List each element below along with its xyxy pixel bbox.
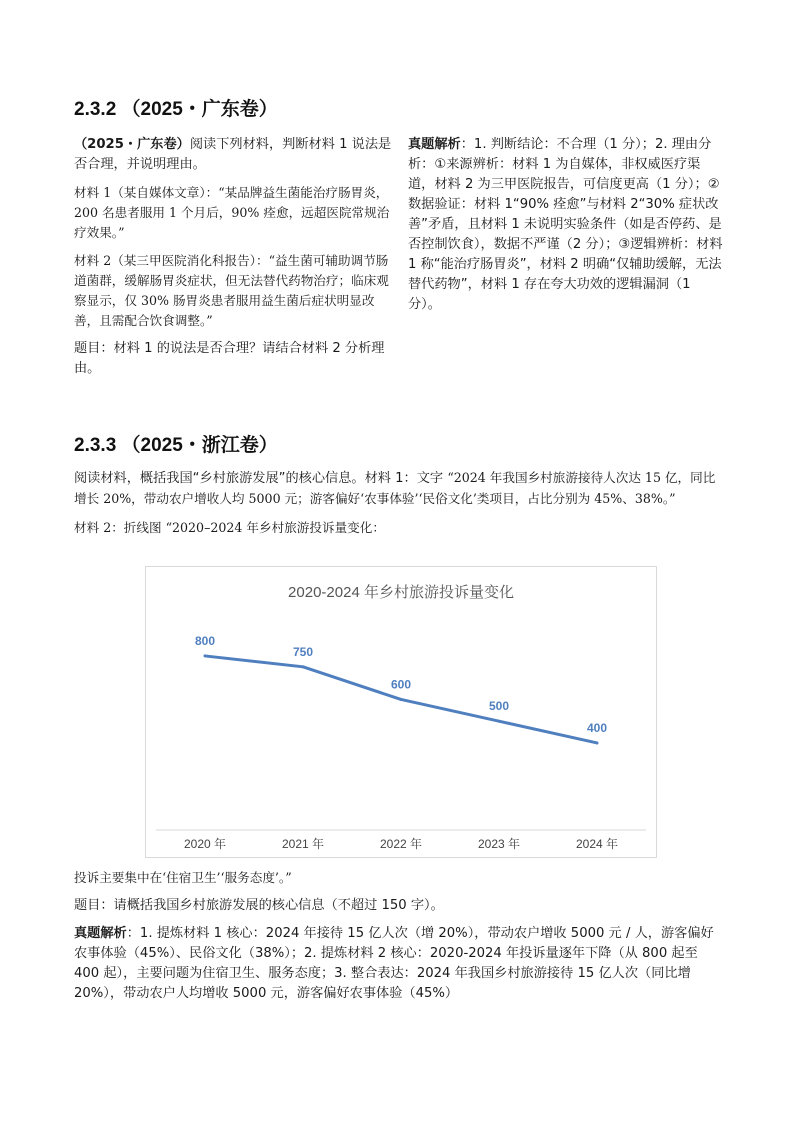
data-point [302,665,305,668]
data-label: 800 [194,633,216,648]
data-label: 400 [586,720,608,735]
analysis-text: ：1. 判断结论：不合理（1 分）；2. 理由分析：①来源辨析：材料 1 为自媒体，非权威医疗渠道，材料 2 为三甲医院报告，可信度更高（1 分）；②数据验证：材料 1“90% 痊愈”与材料 2“30% 症状改善”矛盾，且材料 1 未说明实验条件（如是否停药、是否控制饮食），数据不严谨（2 分）；③逻辑辨析：材料 1 称“能治疗肠胃炎”，材料 2 明确“仅辅助缓解，无法替代药物”，材料 1 存在夸大功效的逻辑漏洞（1 分）。 [408,137,723,312]
zhejiang-task: 题目：请概括我国乡村旅游发展的核心信息（不超过 150 字）。 [74,898,444,913]
zhejiang-rest [74,868,726,1004]
x-tick-label: 2020 年 [183,837,227,851]
section-heading-2-3-3: 2.3.3 （2025・浙江卷） [74,435,278,456]
analysis-block [408,135,726,315]
x-tick-label: 2024 年 [575,837,619,851]
data-point [498,720,501,723]
data-label: 500 [488,699,510,714]
zhejiang-intro [74,468,726,538]
data-point [596,741,599,744]
intro-material-1: “2024 年我国乡村旅游接待人次达 15 亿，同比增长 20%，带动农户增收人均 5000 元；游客偏好‘农事体验’‘民俗文化’类项目，占比分别为 45%、38%。” [74,470,716,506]
material-2-intro: 材料 2：折线图 “2020–2024 年乡村旅游投诉量变化： [74,520,385,535]
data-point [204,654,207,657]
zhejiang-analysis-label: 真题解析 [74,926,127,941]
material-1-text: 材料 1（某自媒体文章）：“某品牌益生菌能治疗肠胃炎，200 名患者服用 1 个月后，90% 痊愈，远超医院常规治疗效果。” [74,185,390,240]
plot-layer [184,634,618,851]
data-label: 750 [292,644,314,659]
x-tick-label: 2021 年 [281,837,325,851]
data-point [400,698,403,701]
question-block [74,135,392,379]
after-chart-text: 投诉主要集中在‘住宿卫生’‘服务态度’。” [74,870,292,885]
analysis-label: 真题解析 [408,137,461,152]
analysis-paragraph [408,135,726,315]
zhejiang-analysis-text: ：1. 提炼材料 1 核心：2024 年接待 15 亿人次（增 20%），带动农户增收 5000 元 / 人，游客偏好农事体验（45%）、民俗文化（38%）；2. 提炼材料 2 核心：2020-2024 年投诉量逐年下降（从 800 起至 400 起），主要问题为住宿卫生、服务态度；3. 整合表达：2024 年我国乡村旅游接待 15 亿人次（同比增 20%），带动农户人均增收 5000 元，游客偏好农事体验（45%） [74,926,714,1001]
line-chart [145,566,657,858]
intro-paragraph [74,468,726,510]
chart-svg [146,567,656,857]
material-2-text: 材料 2（某三甲医院消化科报告）：“益生菌可辅助调节肠道菌群，缓解肠胃炎症状，但无法替代药物治疗；临床观察显示，仅 30% 肠胃炎患者服用益生菌后症状明显改善，且需配合饮食调整。” [74,253,389,328]
question-prompt [74,135,392,175]
intro-plain: 阅读材料，概括我国“乡村旅游发展”的核心信息。材料 1：文字 [74,471,448,486]
chart-title: 2020-2024 年乡村旅游投诉量变化 [288,584,514,601]
question-text: 阅读下列材料，判断材料 1 说法是否合理，并说明理由。 [74,137,392,172]
section-heading-2-3-2: 2.3.2 （2025・广东卷） [74,99,278,120]
data-label: 600 [390,677,412,692]
question-task: 题目：材料 1 的说法是否合理？请结合材料 2 分析理由。 [74,341,385,376]
zhejiang-analysis [74,924,726,1004]
question-source-tag: （2025・广东卷） [74,137,190,152]
x-tick-label: 2023 年 [477,837,521,851]
x-tick-label: 2022 年 [379,837,423,851]
